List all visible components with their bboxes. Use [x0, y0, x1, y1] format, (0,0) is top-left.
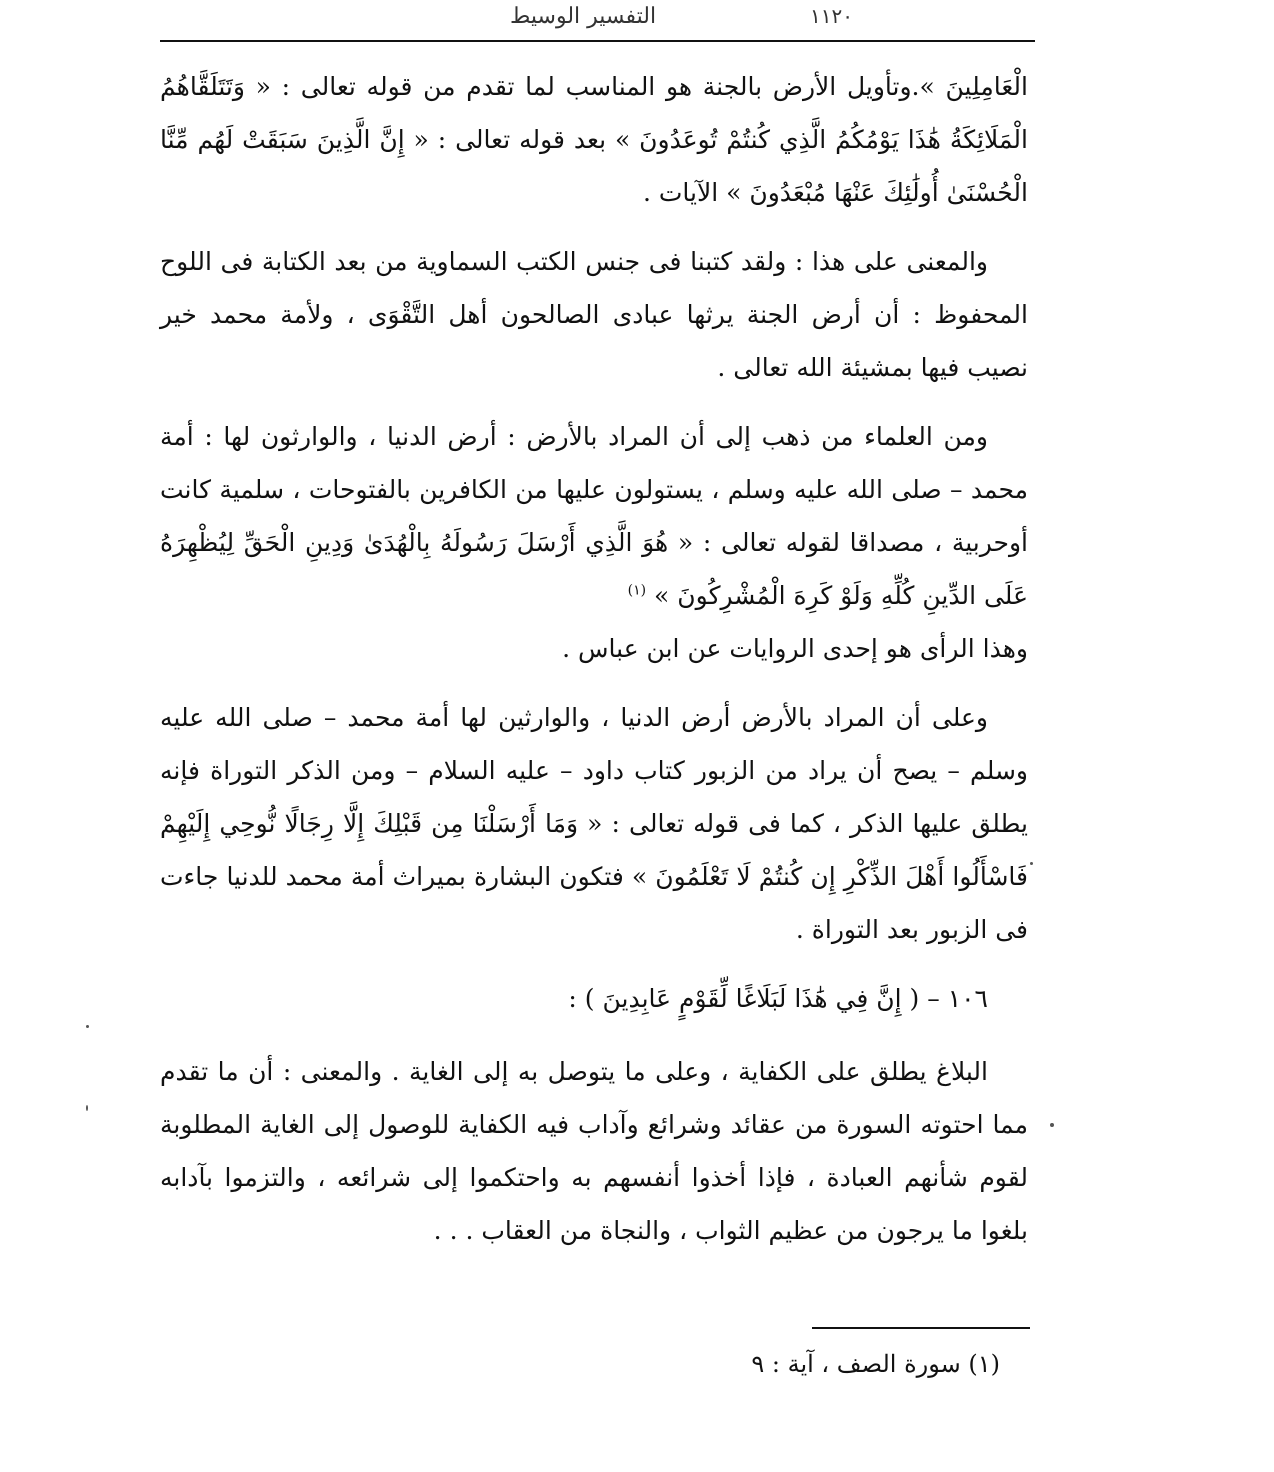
footnote-marker: (١) [627, 582, 647, 599]
page-number: ١١٢٠ [810, 4, 853, 28]
paragraph: والمعنى على هذا : ولقد كتبنا فى جنس الكتب السماوية من بعد الكتابة فى اللوح المحفوظ : أن أرض الجنة يرثها عبادى الصالحون أهل التَّقْوَى ، ولأمة محمد خير نصيب فيها بمشيئة الله تعالى . [160, 247, 1028, 382]
scan-speck [1030, 862, 1033, 865]
paragraph: وعلى أن المراد بالأرض أرض الدنيا ، والوارثين لها أمة محمد – صلى الله عليه وسلم – يصح أن يراد من الزبور كتاب داود – عليه السلام – ومن الذكر التوراة فإنه يطلق عليها الذكر ، كما فى قوله تعالى : « وَمَا أَرْسَلْنَا مِن قَبْلِكَ إِلَّا رِجَالًا نُّوحِي إِلَيْهِمْ فَاسْأَلُوا أَهْلَ الذِّكْرِ إِن كُنتُمْ لَا تَعْلَمُونَ » فتكون البشارة بميراث أمة محمد للدنيا جاءت فى الزبور بعد التوراة . [160, 703, 1028, 944]
paragraph-continuation: وهذا الرأى هو إحدى الروايات عن ابن عباس . [562, 634, 1028, 663]
scan-speck [1050, 1123, 1054, 1127]
scan-speck [86, 1105, 88, 1111]
paragraph-text: ومن العلماء من ذهب إلى أن المراد بالأرض : أرض الدنيا ، والوارثون لها : أمة محمد – صلى الله عليه وسلم ، يستولون عليها من الكافرين بالفتوحات ، سلمية كانت أوحربية ، مصداقا لقوله تعالى : « هُوَ الَّذِي أَرْسَلَ رَسُولَهُ بِالْهُدَىٰ وَدِينِ الْحَقِّ لِيُظْهِرَهُ عَلَى الدِّينِ كُلِّهِ وَلَوْ كَرِهَ الْمُشْرِكُونَ » [160, 422, 1028, 610]
paragraph: الْعَامِلِينَ ».وتأويل الأرض بالجنة هو المناسب لما تقدم من قوله تعالى : « وَتَتَلَقَّاهُمُ الْمَلَائِكَةُ هَٰذَا يَوْمُكُمُ الَّذِي كُنتُمْ تُوعَدُونَ » بعد قوله تعالى : « إِنَّ الَّذِينَ سَبَقَتْ لَهُم مِّنَّا الْحُسْنَىٰ أُولَٰئِكَ عَنْهَا مُبْعَدُونَ » الآيات . [160, 72, 1028, 207]
scan-speck [86, 1025, 89, 1028]
header-rule [160, 40, 1035, 42]
footnote-rule [812, 1327, 1030, 1329]
running-title: التفسير الوسيط [510, 4, 657, 29]
body-text [160, 60, 1028, 1273]
paragraph [160, 410, 1028, 675]
verse-heading: ١٠٦ – ( إِنَّ فِي هَٰذَا لَبَلَاغًا لِّقَوْمٍ عَابِدِينَ ) : [568, 984, 988, 1013]
footnote: (١) سورة الصف ، آية : ٩ [751, 1350, 1000, 1378]
paragraph: البلاغ يطلق على الكفاية ، وعلى ما يتوصل به إلى الغاية . والمعنى : أن ما تقدم مما احتوته السورة من عقائد وشرائع وآداب فيه الكفاية للوصول إلى الغاية المطلوبة لقوم شأنهم العبادة ، فإذا أخذوا أنفسهم به واحتكموا إلى شرائعه ، والتزموا بآدابه بلغوا ما يرجون من عظيم الثواب ، والنجاة من العقاب . . . [160, 1057, 1028, 1245]
